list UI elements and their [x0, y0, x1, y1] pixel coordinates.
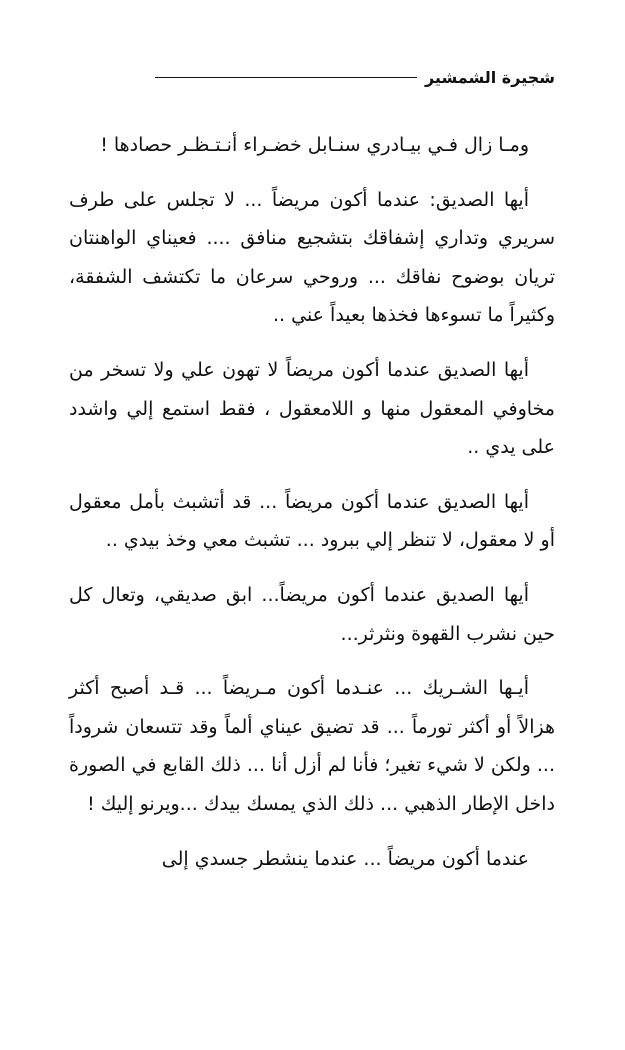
paragraph-2: أيها الصديق: عندما أكون مريضاً ... لا تجلس على طرف سريري وتداري إشفاقك بتشجيع منافق .... فعيناي الواهنتان تريان بوضوح نفاقك ... وروحي سرعان ما تكتشف الشفقة، وكثيراً ما تسوءها فخذها بعيداً عني ..	[69, 188, 555, 327]
running-header	[155, 62, 555, 92]
paragraph-1: ومـا زال فـي بيـادري سنـابل خضـراء أنـتـظـر حصادها !	[100, 134, 529, 156]
page-body	[69, 126, 555, 894]
paragraph-7: عندما أكون مريضاً ... عندما ينشطر جسدي إلى	[161, 847, 529, 870]
chapter-title: شجيرة الشمشير	[424, 67, 555, 87]
paragraph-6: أيـها الشـريك ... عنـدما أكون مـريضاً ... قـد أصبح أكثر هزالاً أو أكثر تورماً ... قد تضيق عيناي ألماً وقد تتسعان شروداً ... ولكن لا شيء تغير؛ فأنا لم أزل أنا ... ذلك القابع في الصورة داخل الإطار الذهبي ... ذلك الذي يمسك بيدك ...ويرنو إليك !	[69, 677, 555, 815]
header-rule	[155, 77, 417, 78]
paragraph-3: أيها الصديق عندما أكون مريضاً لا تهون علي ولا تسخر من مخاوفي المعقول منها و اللامعقول ، فقط استمع إلي واشدد على يدي ..	[69, 358, 555, 459]
paragraph-5: أيها الصديق عندما أكون مريضاً... ابق صديقي، وتعال كل حين نشرب القهوة ونثرثر...	[69, 583, 555, 645]
paragraph-4: أيها الصديق عندما أكون مريضاً ... قد أتشبث بأمل معقول أو لا معقول، لا تنظر إلي ببرود ... تشبث معي وخذ بيدي ..	[69, 490, 555, 552]
